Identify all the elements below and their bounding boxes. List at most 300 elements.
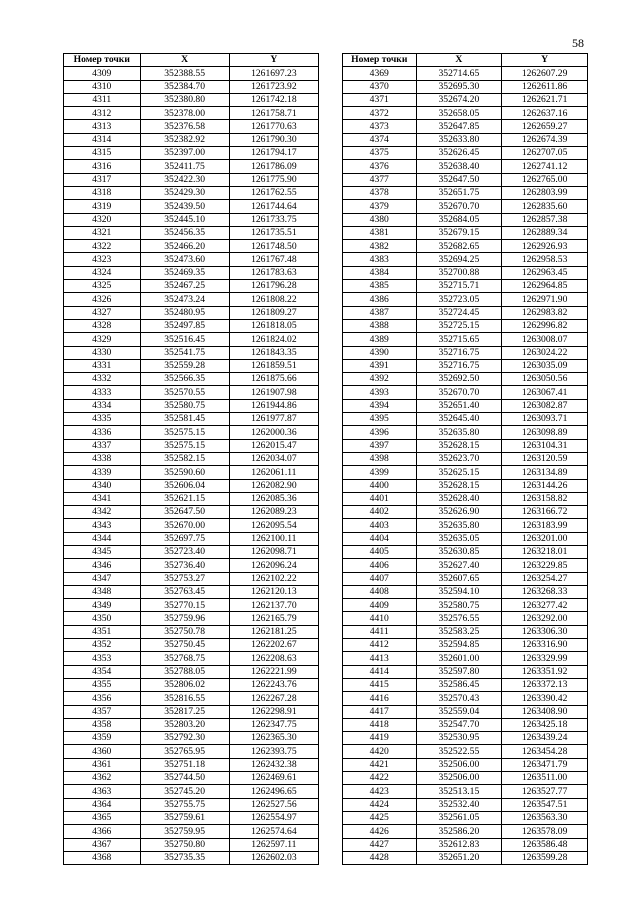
cell-x: 352582.15 (140, 452, 229, 465)
table-row (343, 147, 588, 160)
cell-point-number: 4422 (343, 772, 417, 785)
cell-x: 352530.95 (416, 732, 502, 745)
table-row (343, 333, 588, 346)
cell-y: 1262926.93 (502, 240, 588, 253)
cell-point-number: 4332 (64, 373, 141, 386)
cell-y: 1263268.33 (502, 585, 588, 598)
cell-x: 352532.40 (416, 798, 502, 811)
table-row (343, 519, 588, 532)
cell-point-number: 4417 (343, 705, 417, 718)
table-row (343, 652, 588, 665)
table-row (64, 133, 319, 146)
cell-x: 352750.45 (140, 639, 229, 652)
cell-x: 352380.80 (140, 93, 229, 106)
cell-y: 1262061.11 (229, 466, 318, 479)
cell-y: 1262971.90 (502, 293, 588, 306)
cell-y: 1263425.18 (502, 718, 588, 731)
cell-point-number: 4377 (343, 173, 417, 186)
cell-x: 352723.40 (140, 545, 229, 558)
cell-y: 1262527.56 (229, 798, 318, 811)
cell-point-number: 4397 (343, 439, 417, 452)
cell-x: 352439.50 (140, 200, 229, 213)
table-row (64, 506, 319, 519)
cell-y: 1262857.38 (502, 213, 588, 226)
table-row (343, 506, 588, 519)
cell-y: 1262496.65 (229, 785, 318, 798)
cell-y: 1263471.79 (502, 758, 588, 771)
table-row (64, 492, 319, 505)
cell-y: 1263134.89 (502, 466, 588, 479)
cell-y: 1261744.64 (229, 200, 318, 213)
table-row (343, 293, 588, 306)
cell-y: 1263599.28 (502, 851, 588, 864)
table-row (343, 386, 588, 399)
cell-x: 352647.50 (416, 173, 502, 186)
table-row (64, 545, 319, 558)
table-row (64, 585, 319, 598)
cell-x: 352559.28 (140, 359, 229, 372)
table-row (343, 186, 588, 199)
table-row (64, 333, 319, 346)
table-row (343, 253, 588, 266)
cell-x: 352736.40 (140, 559, 229, 572)
table-row (64, 732, 319, 745)
cell-point-number: 4375 (343, 147, 417, 160)
cell-y: 1262958.53 (502, 253, 588, 266)
cell-y: 1262120.13 (229, 585, 318, 598)
cell-x: 352594.10 (416, 585, 502, 598)
table-row (64, 639, 319, 652)
cell-y: 1261843.35 (229, 346, 318, 359)
cell-point-number: 4321 (64, 226, 141, 239)
table-row (343, 599, 588, 612)
cell-point-number: 4341 (64, 492, 141, 505)
cell-x: 352630.85 (416, 545, 502, 558)
cell-y: 1262637.16 (502, 107, 588, 120)
cell-point-number: 4412 (343, 639, 417, 652)
table-row (64, 479, 319, 492)
cell-x: 352651.75 (416, 186, 502, 199)
cell-y: 1263254.27 (502, 572, 588, 585)
cell-point-number: 4323 (64, 253, 141, 266)
table-row (64, 240, 319, 253)
cell-point-number: 4347 (64, 572, 141, 585)
table-row (343, 798, 588, 811)
cell-y: 1263144.26 (502, 479, 588, 492)
cell-y: 1262835.60 (502, 200, 588, 213)
cell-point-number: 4392 (343, 373, 417, 386)
cell-point-number: 4327 (64, 306, 141, 319)
cell-y: 1261796.28 (229, 280, 318, 293)
cell-x: 352570.43 (416, 692, 502, 705)
cell-point-number: 4350 (64, 612, 141, 625)
cell-point-number: 4378 (343, 186, 417, 199)
cell-point-number: 4363 (64, 785, 141, 798)
cell-y: 1262085.36 (229, 492, 318, 505)
table-row (343, 466, 588, 479)
cell-point-number: 4345 (64, 545, 141, 558)
cell-y: 1262015.47 (229, 439, 318, 452)
cell-y: 1262000.36 (229, 426, 318, 439)
cell-point-number: 4359 (64, 732, 141, 745)
cell-y: 1261786.09 (229, 160, 318, 173)
cell-x: 352547.70 (416, 718, 502, 731)
cell-point-number: 4322 (64, 240, 141, 253)
cell-point-number: 4380 (343, 213, 417, 226)
cell-x: 352628.40 (416, 492, 502, 505)
table-header-row (64, 54, 319, 67)
table-row (64, 413, 319, 426)
table-row (343, 319, 588, 332)
cell-point-number: 4416 (343, 692, 417, 705)
cell-x: 352597.80 (416, 665, 502, 678)
cell-y: 1262137.70 (229, 599, 318, 612)
cell-point-number: 4381 (343, 226, 417, 239)
cell-point-number: 4357 (64, 705, 141, 718)
cell-x: 352647.50 (140, 506, 229, 519)
cell-point-number: 4403 (343, 519, 417, 532)
cell-y: 1261944.86 (229, 399, 318, 412)
cell-x: 352612.83 (416, 838, 502, 851)
table-row (343, 532, 588, 545)
cell-point-number: 4329 (64, 333, 141, 346)
cell-point-number: 4406 (343, 559, 417, 572)
header-y: Y (502, 54, 588, 67)
cell-y: 1263277.42 (502, 599, 588, 612)
cell-x: 352506.00 (416, 758, 502, 771)
cell-x: 352607.65 (416, 572, 502, 585)
table-row (343, 266, 588, 279)
cell-point-number: 4395 (343, 413, 417, 426)
cell-y: 1263082.87 (502, 399, 588, 412)
table-row (64, 200, 319, 213)
cell-y: 1261775.90 (229, 173, 318, 186)
cell-x: 352445.10 (140, 213, 229, 226)
table-row (343, 452, 588, 465)
cell-x: 352378.00 (140, 107, 229, 120)
cell-y: 1261767.48 (229, 253, 318, 266)
cell-y: 1262554.97 (229, 811, 318, 824)
cell-point-number: 4338 (64, 452, 141, 465)
cell-y: 1263292.00 (502, 612, 588, 625)
table-row (64, 359, 319, 372)
table-row (343, 811, 588, 824)
cell-y: 1261794.17 (229, 147, 318, 160)
cell-x: 352715.71 (416, 280, 502, 293)
cell-point-number: 4371 (343, 93, 417, 106)
cell-point-number: 4409 (343, 599, 417, 612)
cell-y: 1262469.61 (229, 772, 318, 785)
cell-y: 1263439.24 (502, 732, 588, 745)
cell-point-number: 4399 (343, 466, 417, 479)
cell-point-number: 4352 (64, 639, 141, 652)
cell-x: 352684.05 (416, 213, 502, 226)
cell-x: 352759.95 (140, 825, 229, 838)
cell-y: 1263050.56 (502, 373, 588, 386)
cell-y: 1262996.82 (502, 319, 588, 332)
cell-x: 352745.20 (140, 785, 229, 798)
cell-y: 1263547.51 (502, 798, 588, 811)
cell-y: 1263166.72 (502, 506, 588, 519)
table-row (343, 213, 588, 226)
cell-point-number: 4335 (64, 413, 141, 426)
cell-point-number: 4373 (343, 120, 417, 133)
cell-y: 1261735.51 (229, 226, 318, 239)
cell-point-number: 4334 (64, 399, 141, 412)
table-row (64, 147, 319, 160)
cell-x: 352763.45 (140, 585, 229, 598)
table-row (343, 718, 588, 731)
cell-point-number: 4348 (64, 585, 141, 598)
cell-y: 1262181.25 (229, 625, 318, 638)
coordinates-table-right (342, 53, 588, 865)
cell-point-number: 4309 (64, 67, 141, 80)
table-row (64, 293, 319, 306)
table-row (64, 173, 319, 186)
cell-y: 1262659.27 (502, 120, 588, 133)
cell-point-number: 4386 (343, 293, 417, 306)
cell-point-number: 4342 (64, 506, 141, 519)
cell-x: 352581.45 (140, 413, 229, 426)
cell-y: 1262034.07 (229, 452, 318, 465)
cell-y: 1263527.77 (502, 785, 588, 798)
table-row (343, 306, 588, 319)
cell-y: 1262202.67 (229, 639, 318, 652)
header-point-number: Номер точки (343, 54, 417, 67)
table-row (343, 413, 588, 426)
cell-y: 1262267.28 (229, 692, 318, 705)
table-row (64, 226, 319, 239)
cell-point-number: 4336 (64, 426, 141, 439)
cell-x: 352715.65 (416, 333, 502, 346)
cell-y: 1262607.29 (502, 67, 588, 80)
cell-point-number: 4385 (343, 280, 417, 293)
cell-point-number: 4365 (64, 811, 141, 824)
cell-y: 1263024.22 (502, 346, 588, 359)
table-row (64, 785, 319, 798)
table-row (343, 758, 588, 771)
cell-point-number: 4367 (64, 838, 141, 851)
table-row (64, 80, 319, 93)
cell-point-number: 4396 (343, 426, 417, 439)
cell-x: 352697.75 (140, 532, 229, 545)
table-row (64, 745, 319, 758)
cell-x: 352714.65 (416, 67, 502, 80)
cell-point-number: 4360 (64, 745, 141, 758)
cell-y: 1261875.66 (229, 373, 318, 386)
cell-x: 352751.18 (140, 758, 229, 771)
cell-point-number: 4418 (343, 718, 417, 731)
cell-x: 352627.40 (416, 559, 502, 572)
table-row (343, 280, 588, 293)
table-row (64, 612, 319, 625)
table-row (343, 851, 588, 864)
cell-point-number: 4339 (64, 466, 141, 479)
table-row (343, 625, 588, 638)
cell-point-number: 4427 (343, 838, 417, 851)
table-row (64, 426, 319, 439)
cell-point-number: 4330 (64, 346, 141, 359)
cell-x: 352658.05 (416, 107, 502, 120)
cell-y: 1263093.71 (502, 413, 588, 426)
cell-point-number: 4318 (64, 186, 141, 199)
table-row (64, 346, 319, 359)
cell-y: 1263454.28 (502, 745, 588, 758)
table-row (343, 705, 588, 718)
page-number: 58 (572, 36, 584, 50)
cell-x: 352695.30 (416, 80, 502, 93)
table-row (64, 625, 319, 638)
table-row (64, 266, 319, 279)
cell-x: 352626.45 (416, 147, 502, 160)
cell-y: 1263158.82 (502, 492, 588, 505)
cell-y: 1263511.00 (502, 772, 588, 785)
cell-point-number: 4355 (64, 678, 141, 691)
cell-point-number: 4317 (64, 173, 141, 186)
table-row (343, 479, 588, 492)
cell-x: 352575.15 (140, 439, 229, 452)
cell-y: 1263218.01 (502, 545, 588, 558)
cell-y: 1262298.91 (229, 705, 318, 718)
cell-y: 1261770.63 (229, 120, 318, 133)
cell-y: 1263408.90 (502, 705, 588, 718)
cell-y: 1262432.38 (229, 758, 318, 771)
cell-y: 1262707.05 (502, 147, 588, 160)
cell-x: 352645.40 (416, 413, 502, 426)
cell-point-number: 4366 (64, 825, 141, 838)
cell-x: 352674.20 (416, 93, 502, 106)
cell-point-number: 4421 (343, 758, 417, 771)
cell-y: 1263351.92 (502, 665, 588, 678)
cell-x: 352384.70 (140, 80, 229, 93)
cell-x: 352586.20 (416, 825, 502, 838)
cell-y: 1263329.99 (502, 652, 588, 665)
cell-x: 352651.20 (416, 851, 502, 864)
cell-point-number: 4346 (64, 559, 141, 572)
table-row (64, 559, 319, 572)
cell-x: 352456.35 (140, 226, 229, 239)
cell-x: 352541.75 (140, 346, 229, 359)
table-row (343, 585, 588, 598)
cell-point-number: 4320 (64, 213, 141, 226)
cell-point-number: 4369 (343, 67, 417, 80)
cell-point-number: 4402 (343, 506, 417, 519)
cell-y: 1261742.18 (229, 93, 318, 106)
cell-x: 352817.25 (140, 705, 229, 718)
header-x: X (416, 54, 502, 67)
cell-y: 1262102.22 (229, 572, 318, 585)
cell-point-number: 4398 (343, 452, 417, 465)
cell-point-number: 4388 (343, 319, 417, 332)
cell-y: 1262765.00 (502, 173, 588, 186)
cell-point-number: 4401 (343, 492, 417, 505)
cell-y: 1262983.82 (502, 306, 588, 319)
cell-y: 1262741.12 (502, 160, 588, 173)
cell-x: 352700.88 (416, 266, 502, 279)
cell-point-number: 4313 (64, 120, 141, 133)
table-row (64, 519, 319, 532)
cell-x: 352759.96 (140, 612, 229, 625)
cell-point-number: 4379 (343, 200, 417, 213)
table-row (64, 466, 319, 479)
cell-point-number: 4426 (343, 825, 417, 838)
cell-x: 352628.15 (416, 439, 502, 452)
cell-y: 1261790.30 (229, 133, 318, 146)
cell-x: 352803.20 (140, 718, 229, 731)
cell-x: 352788.05 (140, 665, 229, 678)
cell-x: 352422.30 (140, 173, 229, 186)
cell-x: 352586.45 (416, 678, 502, 691)
cell-y: 1262602.03 (229, 851, 318, 864)
cell-y: 1261859.51 (229, 359, 318, 372)
cell-point-number: 4312 (64, 107, 141, 120)
table-row (64, 213, 319, 226)
cell-x: 352388.55 (140, 67, 229, 80)
table-row (64, 705, 319, 718)
cell-y: 1262963.45 (502, 266, 588, 279)
cell-point-number: 4368 (64, 851, 141, 864)
table-row (343, 825, 588, 838)
cell-y: 1263586.48 (502, 838, 588, 851)
cell-x: 352506.00 (416, 772, 502, 785)
cell-point-number: 4407 (343, 572, 417, 585)
table-row (64, 67, 319, 80)
cell-point-number: 4315 (64, 147, 141, 160)
cell-point-number: 4408 (343, 585, 417, 598)
cell-x: 352594.85 (416, 639, 502, 652)
table-row (64, 319, 319, 332)
cell-point-number: 4414 (343, 665, 417, 678)
cell-y: 1263120.59 (502, 452, 588, 465)
cell-x: 352635.80 (416, 426, 502, 439)
cell-y: 1262889.34 (502, 226, 588, 239)
table-row (343, 745, 588, 758)
cell-x: 352570.55 (140, 386, 229, 399)
table-row (64, 678, 319, 691)
table-row (64, 599, 319, 612)
cell-x: 352467.25 (140, 280, 229, 293)
cell-point-number: 4383 (343, 253, 417, 266)
cell-point-number: 4387 (343, 306, 417, 319)
table-row (64, 718, 319, 731)
table-row (64, 572, 319, 585)
cell-point-number: 4340 (64, 479, 141, 492)
cell-x: 352692.50 (416, 373, 502, 386)
table-row (64, 186, 319, 199)
table-row (64, 692, 319, 705)
table-row (343, 240, 588, 253)
cell-y: 1261758.71 (229, 107, 318, 120)
cell-point-number: 4411 (343, 625, 417, 638)
cell-y: 1261818.05 (229, 319, 318, 332)
table-header-row (343, 54, 588, 67)
cell-point-number: 4374 (343, 133, 417, 146)
table-row (343, 93, 588, 106)
cell-x: 352770.15 (140, 599, 229, 612)
cell-y: 1261783.63 (229, 266, 318, 279)
cell-y: 1262674.39 (502, 133, 588, 146)
cell-y: 1262095.54 (229, 519, 318, 532)
cell-point-number: 4354 (64, 665, 141, 678)
cell-x: 352561.05 (416, 811, 502, 824)
cell-y: 1263067.41 (502, 386, 588, 399)
cell-point-number: 4353 (64, 652, 141, 665)
cell-x: 352466.20 (140, 240, 229, 253)
cell-point-number: 4384 (343, 266, 417, 279)
cell-x: 352580.75 (140, 399, 229, 412)
cell-x: 352516.45 (140, 333, 229, 346)
table-row (343, 160, 588, 173)
